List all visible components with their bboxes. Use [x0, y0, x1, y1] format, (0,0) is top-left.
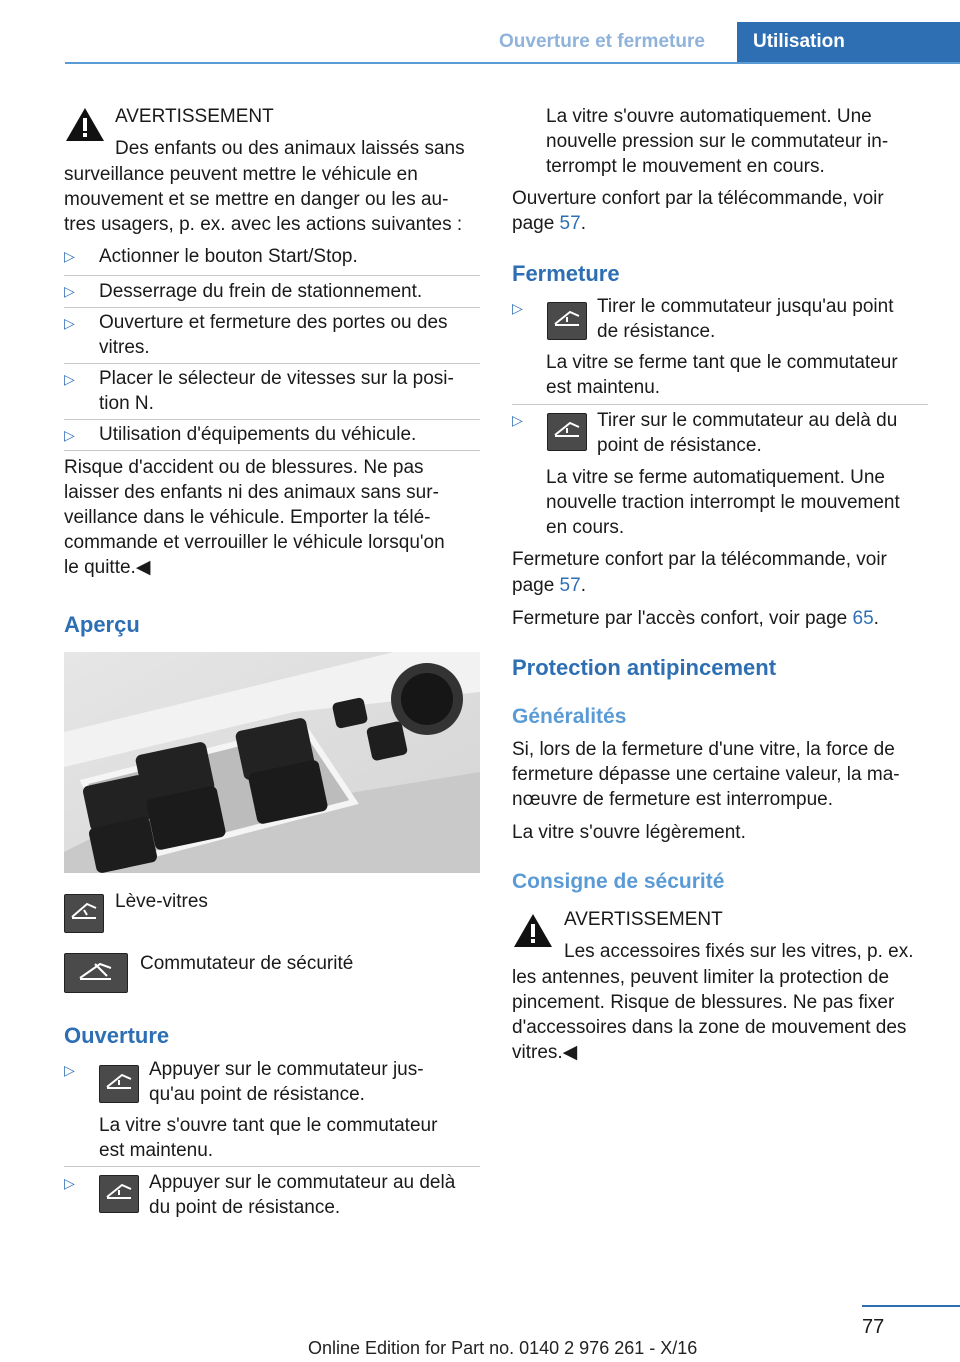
footer-edition: Online Edition for Part no. 0140 2 976 261 - X/16 — [308, 1338, 698, 1358]
safety-switch-icon — [64, 953, 128, 993]
heading-fermeture: Fermeture — [512, 261, 620, 286]
warning-title: AVERTISSEMENT — [564, 909, 723, 930]
risk-text: veillance dans le véhicule. Emporter la télé‐ — [64, 507, 431, 528]
header-section-title: Ouverture et fermeture — [499, 31, 705, 52]
body-text: fermeture dépasse une certaine valeur, la ma‐ — [512, 764, 900, 785]
bullet-icon: ▷ — [64, 248, 75, 264]
warning-line: surveillance peuvent mettre le véhicule en — [64, 164, 418, 185]
body-text: Ouverture confort par la télécommande, voir — [512, 188, 884, 209]
list-item-detail: La vitre se ferme tant que le commutateur — [546, 352, 898, 373]
body-text: terrompt le mouvement en cours. — [546, 156, 825, 177]
list-item: vitres. — [99, 337, 150, 358]
page-link[interactable]: 65 — [852, 608, 874, 629]
risk-text: Risque d'accident ou de blessures. Ne pas — [64, 457, 424, 478]
window-switch-photo — [64, 652, 480, 873]
divider — [64, 450, 480, 451]
body-text: nouvelle pression sur le commutateur in‐ — [546, 131, 889, 152]
body-text — [512, 606, 879, 632]
safety-switch-label: Commutateur de sécurité — [140, 953, 354, 974]
heading-consigne: Consigne de sécurité — [512, 870, 725, 893]
heading-protection: Protection antipincement — [512, 655, 777, 680]
header-chapter-tab — [737, 22, 960, 64]
list-item: tion N. — [99, 393, 154, 414]
list-item: Tirer le commutateur jusqu'au point — [597, 296, 894, 317]
body-text-prefix: page — [512, 575, 560, 596]
bullet-icon: ▷ — [64, 1062, 75, 1078]
page-header — [0, 0, 960, 64]
divider — [64, 363, 480, 364]
body-text-prefix: page — [512, 213, 560, 234]
footer-rule — [862, 1305, 960, 1307]
page-number: 77 — [862, 1316, 885, 1338]
heading-apercu: Aperçu — [64, 612, 140, 637]
window-switch-label: Lève-vitres — [115, 891, 208, 912]
list-item-detail: est maintenu. — [99, 1140, 214, 1161]
body-text: La vitre s'ouvre automatiquement. Une — [546, 106, 872, 127]
bullet-icon: ▷ — [64, 283, 75, 299]
list-item: Utilisation d'équipements du véhicule. — [99, 424, 417, 445]
warning-line: les antennes, peuvent limiter la protection de — [512, 967, 890, 988]
warning-line: mouvement et se mettre en danger ou les au‐ — [64, 189, 449, 210]
period: . — [873, 608, 879, 629]
list-item: Appuyer sur le commutateur au delà — [149, 1172, 456, 1193]
window-switch-icon — [64, 894, 104, 933]
warning-title: AVERTISSEMENT — [115, 106, 274, 127]
list-item-detail: La vitre se ferme automatiquement. Une — [546, 467, 886, 488]
body-text: Fermeture confort par la télécommande, voir — [512, 549, 887, 570]
footer-watermark: Seite 77 — [606, 1318, 651, 1332]
heading-generalites: Généralités — [512, 705, 627, 728]
period: . — [580, 213, 586, 234]
list-item: Placer le sélecteur de vitesses sur la posi‐ — [99, 368, 454, 389]
bullet-icon: ▷ — [64, 427, 75, 443]
warning-icon — [512, 912, 554, 949]
divider — [512, 404, 928, 405]
body-text — [512, 573, 586, 599]
header-rule — [65, 62, 960, 64]
period: . — [580, 575, 586, 596]
page-link[interactable]: 57 — [559, 575, 581, 596]
divider — [64, 275, 480, 276]
list-item: Desserrage du frein de stationnement. — [99, 281, 423, 302]
list-item-detail: est maintenu. — [546, 377, 661, 398]
warning-line: d'accessoires dans la zone de mouvement des — [512, 1017, 907, 1038]
bullet-icon: ▷ — [64, 1175, 75, 1191]
bullet-icon: ▷ — [512, 412, 523, 428]
bullet-icon: ▷ — [64, 371, 75, 387]
list-item: de résistance. — [597, 321, 716, 342]
window-switch-icon — [99, 1065, 139, 1103]
list-item: qu'au point de résistance. — [149, 1084, 365, 1105]
heading-ouverture: Ouverture — [64, 1023, 170, 1048]
body-text: Si, lors de la fermeture d'une vitre, la force de — [512, 739, 895, 760]
risk-text: le quitte.◀ — [64, 557, 151, 578]
list-item-detail: nouvelle traction interrompt le mouvement — [546, 492, 900, 513]
window-switch-icon — [547, 413, 587, 451]
warning-line: Des enfants ou des animaux laissés sans — [115, 138, 465, 159]
divider — [64, 307, 480, 308]
window-switch-icon — [99, 1175, 139, 1213]
warning-line: vitres.◀ — [512, 1042, 578, 1063]
bullet-icon: ▷ — [512, 300, 523, 316]
list-item: Ouverture et fermeture des portes ou des — [99, 312, 448, 333]
body-text-prefix: Fermeture par l'accès confort, voir page — [512, 608, 853, 629]
list-item: Tirer sur le commutateur au delà du — [597, 410, 898, 431]
bullet-icon: ▷ — [64, 315, 75, 331]
warning-line: Les accessoires fixés sur les vitres, p. ex. — [564, 941, 914, 962]
list-item: point de résistance. — [597, 435, 762, 456]
body-text: nœuvre de fermeture est interrompue. — [512, 789, 834, 810]
warning-line: tres usagers, p. ex. avec les actions suivantes : — [64, 214, 463, 235]
page-link[interactable]: 57 — [559, 213, 581, 234]
list-item-detail: La vitre s'ouvre tant que le commutateur — [99, 1115, 438, 1136]
list-item: Actionner le bouton Start/Stop. — [99, 246, 358, 267]
warning-icon — [64, 106, 106, 143]
header-chapter-title: Utilisation — [753, 31, 845, 52]
list-item: Appuyer sur le commutateur jus‐ — [149, 1059, 424, 1080]
list-item-detail: en cours. — [546, 517, 625, 538]
body-text: La vitre s'ouvre légèrement. — [512, 822, 746, 843]
divider — [64, 1166, 480, 1167]
risk-text: laisser des enfants ni des animaux sans sur‐ — [64, 482, 439, 503]
divider — [64, 419, 480, 420]
warning-line: pincement. Risque de blessures. Ne pas fixer — [512, 992, 895, 1013]
window-switch-icon — [547, 302, 587, 340]
risk-text: commande et verrouiller le véhicule lorsqu'on — [64, 532, 445, 553]
body-text — [512, 211, 586, 237]
list-item: du point de résistance. — [149, 1197, 341, 1218]
